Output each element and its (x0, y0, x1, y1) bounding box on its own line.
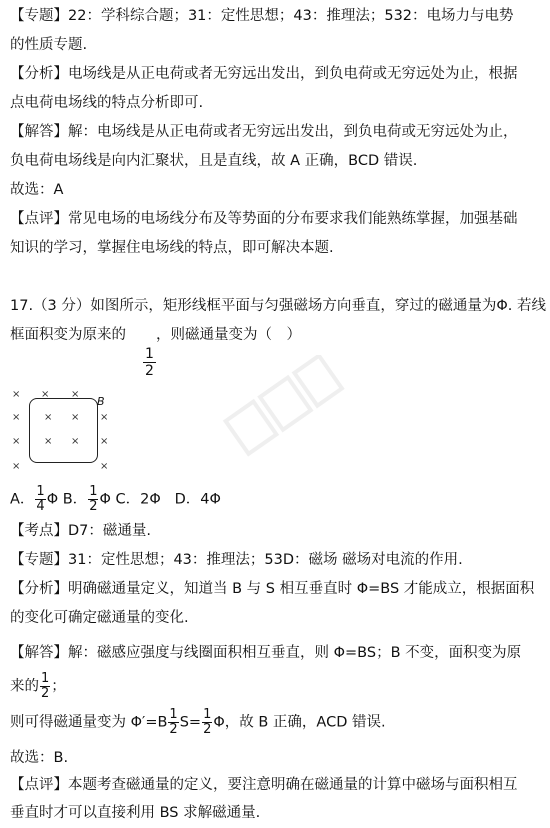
option-c: C．2Φ (115, 491, 161, 508)
jieda-line-3-numerator-2: 1 (203, 707, 212, 722)
option-a-numerator: 1 (36, 484, 45, 499)
rectangular-coil (29, 398, 98, 463)
dianping-line-2: 垂直时才可以直接利用 BS 求解磁通量. (10, 805, 261, 821)
jieda-line-3-suffix: Φ，故 B 正确，ACD 错误. (213, 714, 386, 731)
jieda-line-2-suffix: ； (51, 678, 66, 695)
fenxi-line-1: 【分析】明确磁通量定义，知道当 B 与 S 相互垂直时 Φ=BS 才能成立，根据面积 (10, 581, 535, 597)
field-cross-mark: × (12, 461, 21, 472)
field-cross-mark: × (100, 436, 109, 447)
fenxi-line-2: 的变化可确定磁通量的变化. (10, 610, 189, 626)
field-cross-mark: × (44, 412, 53, 423)
option-a-denominator: 4 (36, 499, 45, 514)
option-b-symbol: Φ (99, 491, 111, 508)
stem-fraction-denominator: 2 (145, 363, 154, 379)
dianping-line-1: 【点评】常见电场的电场线分布及等势面的分布要求我们能熟练掌握，加强基础 (10, 211, 518, 227)
fenxi-line-2: 点电荷电场线的特点分析即可. (10, 95, 204, 111)
zhuanti-line-2: 的性质专题. (10, 37, 88, 53)
jieda-line-1: 【解答】解：电场线是从正电荷或者无穷远出发出，到负电荷或无穷远处为止， (10, 124, 518, 140)
zhuanti-line-1: 【专题】22：学科综合题；31：定性思想；43：推理法；532：电场力与电势 (10, 8, 514, 24)
zhuanti-line: 【专题】31：定性思想；43：推理法；53D：磁场 磁场对电流的作用. (10, 552, 463, 568)
field-cross-mark: × (71, 389, 80, 400)
option-d: D．4Φ (174, 491, 221, 508)
jieda-line-3-mid: S= (179, 714, 202, 731)
jieda-line-3-numerator-1: 1 (169, 707, 178, 722)
question-stem-line-1: 17.（3 分）如图所示，矩形线框平面与匀强磁场方向垂直，穿过的磁通量为Φ. 若线 (10, 298, 547, 314)
jieda-line-3-denominator-1: 2 (169, 722, 178, 737)
question-stem-line-2 (10, 325, 301, 345)
jieda-line-2 (10, 672, 66, 701)
option-b-denominator: 2 (89, 499, 98, 514)
field-label-b: B (97, 395, 105, 408)
answer-line-2: 故选：B. (10, 750, 69, 766)
jieda-line-2: 负电荷电场线是向内汇聚状，且是直线，故 A 正确，BCD 错误. (10, 153, 418, 169)
jieda-line-3-fraction-2 (202, 708, 212, 737)
jieda-fraction (40, 672, 50, 701)
stem-fraction-numerator: 1 (145, 346, 154, 362)
dianping-line-2: 知识的学习，掌握住电场线的特点，即可解决本题. (10, 240, 334, 256)
jieda-line-2-prefix: 来的 (10, 678, 39, 695)
field-cross-mark: × (12, 389, 21, 400)
option-b-label: B． (62, 491, 88, 508)
jieda-fraction-denominator: 2 (41, 686, 50, 701)
option-b-fraction (88, 485, 98, 514)
jieda-line-3-denominator-2: 2 (203, 722, 212, 737)
options-line (10, 485, 221, 514)
field-cross-mark: × (71, 436, 80, 447)
jieda-fraction-numerator: 1 (41, 671, 50, 686)
field-cross-mark: × (71, 412, 80, 423)
field-cross-mark: × (41, 389, 50, 400)
option-a-fraction (35, 485, 45, 514)
watermark-graphic (210, 355, 360, 465)
jieda-line-1: 【解答】解：磁感应强度与线圈面积相互垂直，则 Φ=BS；B 不变，面积变为原 (10, 645, 522, 661)
jieda-line-3 (10, 708, 386, 737)
fenxi-line-1: 【分析】电场线是从正电荷或者无穷远出发出，到负电荷或无穷远处为止，根据 (10, 66, 518, 82)
kaodian-line: 【考点】D7：磁通量. (10, 523, 151, 539)
jieda-line-3-prefix: 则可得磁通量变为 Φ′=B (10, 714, 168, 731)
field-cross-mark: × (44, 436, 53, 447)
field-cross-mark: × (12, 436, 21, 447)
option-b-numerator: 1 (89, 484, 98, 499)
field-cross-mark: × (100, 412, 109, 423)
question-stem-text-a: 框面积变为原来的 (10, 327, 126, 343)
option-a-label: A． (10, 491, 35, 508)
option-a-symbol: Φ (46, 491, 59, 508)
jieda-line-3-fraction-1 (168, 708, 178, 737)
field-cross-mark: × (100, 461, 109, 472)
stem-fraction (143, 346, 156, 379)
dianping-line-1: 【点评】本题考查磁通量的定义，要注意明确在磁通量的计算中磁场与面积相互 (10, 777, 518, 793)
question-stem-text-b: ，则磁通量变为（ ） (156, 327, 301, 343)
field-cross-mark: × (12, 412, 21, 423)
answer-line: 故选：A (10, 182, 64, 198)
